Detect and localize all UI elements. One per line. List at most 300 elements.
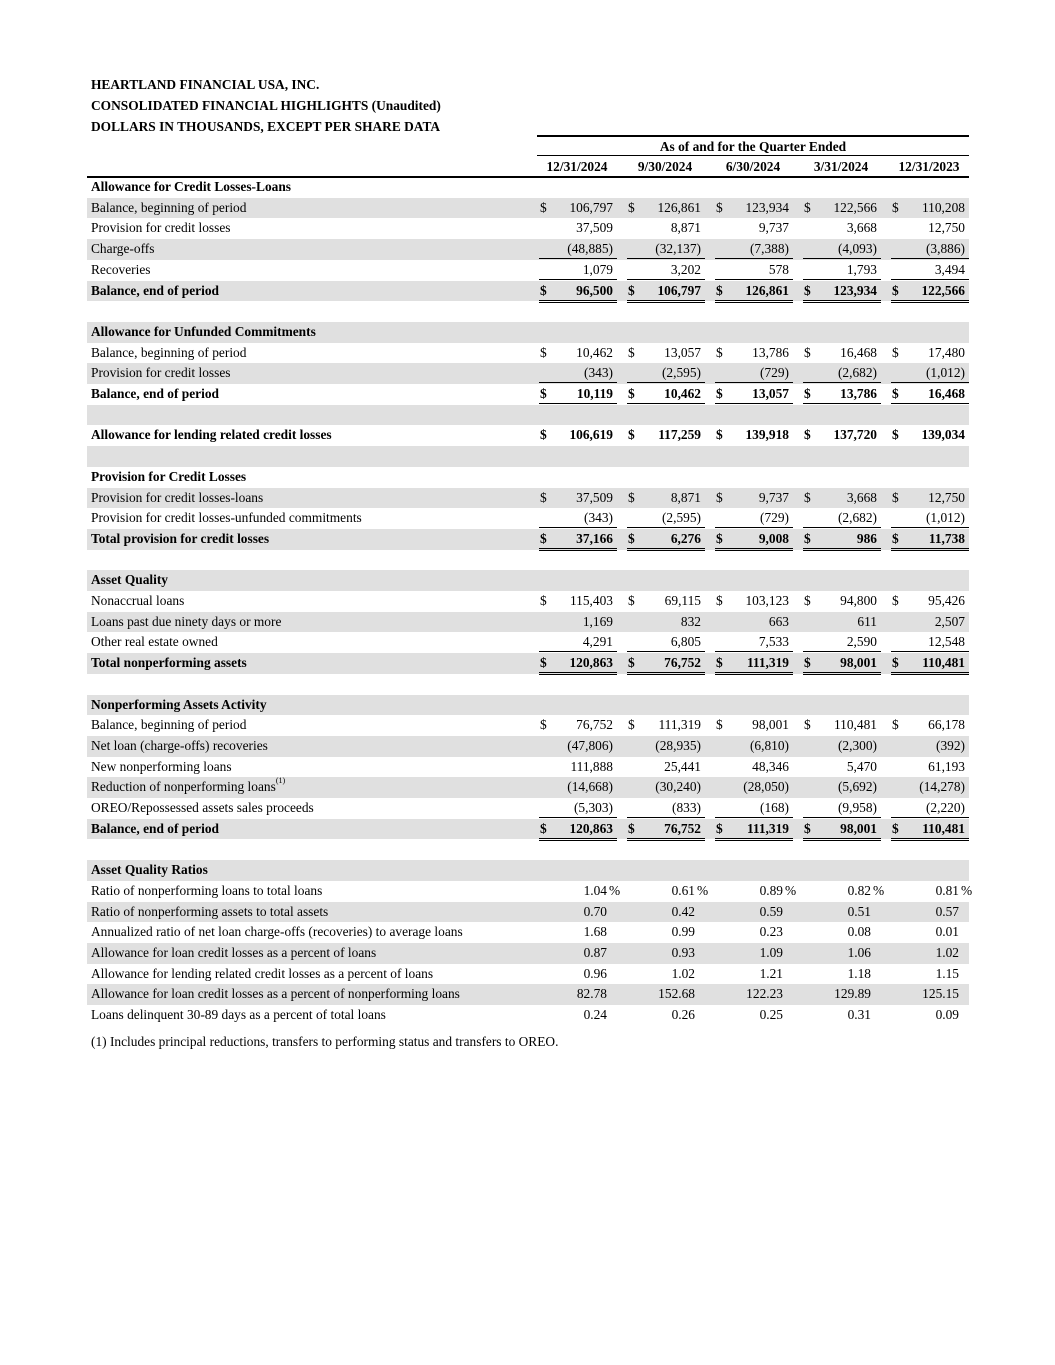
value-cell — [627, 904, 705, 921]
value-cell — [803, 220, 881, 237]
value-cell — [627, 966, 705, 983]
value-number: 122,566 — [921, 282, 965, 298]
value-cell — [891, 759, 969, 776]
value-number: 139,034 — [921, 427, 965, 443]
spacer-row — [87, 301, 969, 322]
value-cell — [539, 510, 617, 528]
value-number: (47,806) — [567, 737, 613, 753]
value-number: 96,500 — [576, 282, 613, 298]
value-number: (2,682) — [837, 365, 877, 381]
value-number: 111,888 — [570, 758, 613, 774]
value-number: 1.68 — [583, 924, 607, 940]
value-cell — [803, 1007, 881, 1024]
value-number: (4,093) — [837, 241, 877, 257]
value-cell — [891, 200, 969, 217]
value-number: 129.89 — [834, 986, 871, 1002]
value-cell — [803, 717, 881, 734]
value-cell — [891, 531, 969, 551]
value-cell — [891, 882, 973, 900]
currency-symbol: $ — [716, 344, 723, 360]
currency-symbol: $ — [804, 530, 811, 546]
value-number: 123,934 — [745, 199, 789, 215]
value-number: (28,935) — [655, 737, 701, 753]
value-number: 103,123 — [745, 593, 789, 608]
value-number: 1,079 — [582, 261, 613, 277]
value-cell — [715, 717, 793, 734]
currency-symbol: $ — [892, 386, 899, 401]
value-number: 106,619 — [569, 427, 613, 443]
value-cell — [627, 490, 705, 507]
value-cell — [803, 779, 881, 796]
row-label-text: Ratio of nonperforming loans to total loans — [91, 882, 323, 898]
value-cell — [715, 904, 793, 921]
value-cell — [715, 759, 793, 776]
value-number: 663 — [768, 613, 789, 629]
currency-symbol: $ — [716, 386, 723, 401]
row-label — [91, 883, 322, 899]
table-row — [87, 777, 969, 798]
row-label-text: Provision for Credit Losses — [91, 468, 247, 484]
value-cell — [891, 262, 969, 280]
table-row — [87, 198, 969, 219]
currency-symbol: $ — [892, 199, 899, 215]
value-number: 16,468 — [928, 386, 965, 401]
row-label-text: Balance, end of period — [91, 820, 219, 836]
row-label-text: Loans past due ninety days or more — [91, 613, 282, 629]
value-number: 10,119 — [576, 386, 613, 401]
row-label — [91, 614, 281, 630]
value-cell — [539, 490, 617, 507]
value-number: 117,259 — [658, 427, 701, 443]
value-cell — [891, 634, 969, 652]
currency-symbol: $ — [628, 199, 635, 215]
row-label-text: Provision for credit losses-loans — [91, 489, 264, 505]
value-cell — [539, 262, 617, 280]
value-cell — [891, 490, 969, 507]
value-cell — [891, 966, 969, 983]
currency-symbol: $ — [628, 344, 635, 360]
value-number: 578 — [768, 261, 789, 277]
value-cell — [627, 386, 705, 406]
currency-symbol: $ — [804, 427, 811, 443]
value-cell — [715, 966, 793, 983]
value-cell — [539, 614, 617, 631]
currency-symbol: $ — [628, 282, 635, 298]
currency-symbol: $ — [892, 530, 899, 546]
currency-symbol: $ — [716, 655, 723, 671]
table-row — [87, 343, 969, 364]
value-number: 9,008 — [758, 530, 789, 546]
table-row — [87, 529, 969, 550]
currency-symbol: $ — [804, 282, 811, 298]
row-label-text: Provision for credit losses — [91, 365, 231, 381]
value-cell — [891, 904, 969, 921]
row-label — [91, 1007, 386, 1023]
value-number: 123,934 — [833, 282, 877, 298]
table-row — [87, 425, 969, 446]
value-number: (729) — [759, 510, 789, 526]
currency-symbol: $ — [716, 427, 723, 443]
value-cell — [539, 759, 617, 776]
value-cell — [627, 717, 705, 734]
currency-symbol: $ — [716, 199, 723, 215]
row-label-text: Balance, beginning of period — [91, 199, 247, 215]
row-label-text: Other real estate owned — [91, 634, 218, 650]
value-number: (2,595) — [661, 510, 701, 526]
currency-symbol: $ — [540, 427, 547, 443]
table-row — [87, 798, 969, 819]
table-row — [87, 881, 973, 902]
value-number: 122.23 — [746, 986, 783, 1002]
row-label — [91, 821, 219, 837]
currency-symbol: $ — [540, 489, 547, 505]
value-number: (833) — [671, 800, 701, 815]
value-number: 0.59 — [759, 903, 783, 919]
section-heading-row — [87, 322, 969, 343]
row-label — [91, 759, 232, 775]
value-cell — [627, 427, 705, 444]
currency-symbol: $ — [628, 820, 635, 836]
value-number: 1.09 — [759, 944, 783, 960]
value-cell — [539, 966, 617, 983]
table-row — [87, 984, 969, 1005]
row-label-text: Allowance for lending related credit losses — [91, 427, 332, 443]
table-row — [87, 757, 969, 778]
value-cell — [891, 738, 969, 755]
value-number: 0.57 — [935, 903, 959, 919]
value-number: 7,533 — [758, 634, 789, 650]
value-number: (14,668) — [567, 779, 613, 795]
value-cell — [803, 986, 881, 1003]
row-label-text: Ratio of nonperforming assets to total assets — [91, 903, 329, 919]
currency-symbol: $ — [628, 386, 635, 401]
value-cell — [539, 986, 617, 1003]
row-label — [91, 220, 230, 236]
value-number: 0.42 — [671, 903, 695, 919]
value-cell — [803, 904, 881, 921]
row-label-text: Asset Quality Ratios — [91, 862, 208, 878]
value-number: 0.51 — [847, 903, 871, 919]
value-number: 6,805 — [670, 634, 701, 650]
value-number: 110,481 — [922, 820, 965, 836]
value-cell — [627, 1007, 705, 1024]
row-label — [91, 655, 247, 671]
percent-symbol: % — [873, 882, 885, 898]
value-cell — [891, 345, 969, 362]
column-header: 6/30/2024 — [725, 159, 781, 174]
section-heading — [91, 179, 291, 195]
value-cell — [715, 200, 793, 217]
group-header-rule — [537, 155, 969, 156]
value-number: 0.08 — [847, 924, 871, 940]
value-cell — [715, 738, 793, 755]
value-number: 37,166 — [576, 530, 613, 546]
value-cell — [539, 283, 617, 303]
row-label-text: New nonperforming loans — [91, 758, 232, 774]
value-number: 0.96 — [583, 965, 607, 981]
value-number: (5,303) — [573, 800, 613, 815]
value-cell — [715, 241, 793, 259]
value-number: 0.99 — [671, 924, 695, 940]
value-number: (2,682) — [837, 510, 877, 526]
currency-symbol: $ — [716, 530, 723, 546]
value-cell — [803, 345, 881, 362]
value-cell — [891, 386, 969, 406]
value-number: 106,797 — [657, 282, 701, 298]
table-row — [87, 632, 969, 653]
value-cell — [539, 593, 617, 610]
value-cell — [803, 241, 881, 259]
row-label — [91, 200, 246, 216]
value-number: 986 — [856, 530, 877, 546]
value-cell — [627, 759, 705, 776]
value-cell — [539, 427, 617, 444]
currency-symbol: $ — [892, 717, 899, 733]
currency-symbol: $ — [628, 593, 635, 608]
row-label-text: Allowance for Unfunded Commitments — [91, 323, 316, 339]
column-header: 9/30/2024 — [637, 159, 693, 174]
units-note: DOLLARS IN THOUSANDS, EXCEPT PER SHARE DATA — [91, 119, 441, 134]
value-cell — [715, 427, 793, 444]
row-label-text: Charge-offs — [91, 241, 155, 257]
value-cell — [627, 283, 705, 303]
value-number: 1.15 — [935, 965, 959, 981]
percent-symbol: % — [785, 882, 797, 898]
value-cell — [891, 779, 969, 796]
row-label — [91, 386, 219, 402]
row-label — [91, 986, 460, 1002]
value-cell — [803, 262, 881, 280]
value-cell — [627, 779, 705, 796]
value-cell — [891, 220, 969, 237]
value-cell — [715, 531, 793, 551]
value-cell — [891, 614, 969, 631]
value-number: 13,786 — [752, 344, 789, 360]
currency-symbol: $ — [892, 593, 899, 608]
value-cell — [803, 283, 881, 303]
value-number: 110,208 — [921, 199, 965, 215]
row-label — [91, 241, 154, 257]
table-row — [87, 488, 969, 509]
table-row — [87, 281, 969, 302]
currency-symbol: $ — [540, 717, 547, 733]
value-cell — [627, 200, 705, 217]
value-cell — [539, 904, 617, 921]
value-number: 98,001 — [840, 820, 877, 836]
row-label-text: Balance, beginning of period — [91, 717, 247, 733]
value-cell — [627, 655, 705, 675]
row-label — [91, 531, 269, 547]
value-number: 0.23 — [759, 924, 783, 940]
row-label — [91, 345, 246, 361]
value-cell — [715, 1007, 793, 1024]
value-cell — [803, 593, 881, 610]
value-cell — [891, 821, 969, 841]
value-number: (168) — [759, 800, 789, 815]
row-label-text: Reduction of nonperforming loans — [91, 779, 276, 795]
value-number: 139,918 — [745, 427, 789, 443]
row-label — [91, 738, 268, 754]
value-number: 1.06 — [847, 944, 871, 960]
value-number: 152.68 — [658, 986, 695, 1002]
value-number: 94,800 — [840, 593, 877, 608]
value-number: (48,885) — [567, 241, 613, 257]
value-cell — [803, 759, 881, 776]
value-cell — [891, 800, 969, 818]
currency-symbol: $ — [540, 199, 547, 215]
value-number: 110,481 — [833, 717, 877, 733]
value-number: 69,115 — [664, 593, 701, 608]
value-cell — [803, 655, 881, 675]
row-label-text: Allowance for loan credit losses as a percent of loans — [91, 944, 377, 960]
value-cell — [715, 655, 793, 675]
value-cell — [627, 220, 705, 237]
value-cell — [715, 283, 793, 303]
value-number: (1,012) — [925, 365, 965, 381]
value-cell — [803, 924, 881, 941]
percent-symbol: % — [961, 882, 973, 898]
value-number: 76,752 — [576, 717, 613, 733]
value-cell — [627, 262, 705, 280]
value-number: 1.02 — [671, 965, 695, 981]
value-number: 6,276 — [670, 530, 701, 546]
table-row — [87, 653, 969, 674]
table-row — [87, 964, 969, 985]
value-cell — [627, 241, 705, 259]
value-cell — [539, 200, 617, 217]
value-number: 95,426 — [928, 593, 965, 608]
value-number: 25,441 — [664, 758, 701, 774]
value-cell — [539, 531, 617, 551]
value-cell — [539, 655, 617, 675]
table-row — [87, 363, 969, 384]
section-heading — [91, 862, 208, 878]
spacer-row — [87, 674, 969, 695]
table-row — [87, 218, 969, 239]
value-number: (14,278) — [919, 779, 965, 795]
value-cell — [891, 924, 969, 941]
row-label — [91, 510, 362, 526]
row-label-text: Balance, beginning of period — [91, 344, 247, 360]
currency-symbol: $ — [716, 282, 723, 298]
value-number: (32,137) — [655, 241, 701, 257]
value-cell — [715, 510, 793, 528]
value-number: 1,793 — [846, 261, 877, 277]
value-cell — [715, 614, 793, 631]
value-cell — [627, 945, 705, 962]
value-number: 0.81 — [935, 882, 959, 898]
value-cell — [715, 882, 797, 900]
value-cell — [539, 779, 617, 796]
value-cell — [891, 427, 969, 444]
value-cell — [715, 365, 793, 383]
currency-symbol: $ — [540, 655, 547, 671]
value-number: 137,720 — [833, 427, 877, 443]
row-label — [91, 490, 263, 506]
currency-symbol: $ — [716, 717, 723, 733]
value-number: 0.61 — [671, 882, 695, 898]
value-cell — [803, 365, 881, 383]
value-number: 76,752 — [664, 820, 701, 836]
value-number: 3,668 — [846, 489, 877, 505]
value-cell — [803, 531, 881, 551]
value-cell — [803, 800, 881, 818]
value-number: (7,388) — [749, 241, 789, 257]
value-cell — [803, 966, 881, 983]
value-cell — [627, 924, 705, 941]
value-number: 1.04 — [583, 882, 607, 898]
value-cell — [539, 365, 617, 383]
value-cell — [539, 241, 617, 259]
table-row — [87, 902, 969, 923]
table-row — [87, 260, 969, 281]
value-cell — [891, 986, 969, 1003]
section-heading — [91, 697, 267, 713]
section-heading — [91, 572, 168, 588]
value-number: 111,319 — [658, 717, 701, 733]
value-number: 4,291 — [582, 634, 613, 650]
value-number: 1,169 — [582, 613, 613, 629]
value-number: 2,590 — [846, 634, 877, 650]
value-number: 125.15 — [922, 986, 959, 1002]
value-number: 0.93 — [671, 944, 695, 960]
value-cell — [715, 490, 793, 507]
value-number: (3,886) — [925, 241, 965, 257]
value-cell — [803, 427, 881, 444]
column-header: 12/31/2023 — [898, 159, 960, 174]
row-label — [91, 904, 328, 920]
currency-symbol: $ — [804, 655, 811, 671]
currency-symbol: $ — [716, 820, 723, 836]
column-header: 12/31/2024 — [546, 159, 608, 174]
currency-symbol: $ — [540, 386, 547, 401]
value-cell — [803, 386, 881, 406]
section-heading-row — [87, 177, 969, 198]
row-label-text: Provision for credit losses — [91, 220, 231, 236]
section-heading-row — [87, 695, 969, 716]
row-label-text: Nonaccrual loans — [91, 593, 185, 608]
value-number: 61,193 — [928, 758, 965, 774]
row-label — [91, 717, 246, 733]
value-cell — [627, 800, 705, 818]
value-cell — [715, 945, 793, 962]
row-label — [91, 262, 151, 278]
value-cell — [891, 510, 969, 528]
value-cell — [627, 593, 705, 610]
currency-symbol: $ — [804, 820, 811, 836]
value-cell — [803, 634, 881, 652]
row-label-text: Net loan (charge-offs) recoveries — [91, 737, 268, 753]
value-number: 0.25 — [759, 1007, 783, 1022]
currency-symbol: $ — [892, 820, 899, 836]
value-cell — [539, 924, 617, 941]
value-cell — [627, 882, 709, 900]
row-label — [91, 945, 376, 961]
value-number: 76,752 — [664, 655, 701, 671]
footnote: (1) Includes principal reductions, transfers to performing status and transfers to OREO. — [91, 1034, 559, 1049]
currency-symbol: $ — [628, 489, 635, 505]
currency-symbol: $ — [540, 593, 547, 608]
value-number: 120,863 — [569, 820, 613, 836]
value-cell — [803, 738, 881, 755]
value-number: 0.87 — [583, 944, 607, 960]
value-number: 13,057 — [664, 344, 701, 360]
row-label-text: Allowance for loan credit losses as a percent of nonperforming loans — [91, 986, 460, 1002]
currency-symbol: $ — [892, 344, 899, 360]
value-number: 106,797 — [569, 199, 613, 215]
row-label-text: Allowance for lending related credit losses as a percent of loans — [91, 965, 434, 981]
value-cell — [715, 386, 793, 406]
